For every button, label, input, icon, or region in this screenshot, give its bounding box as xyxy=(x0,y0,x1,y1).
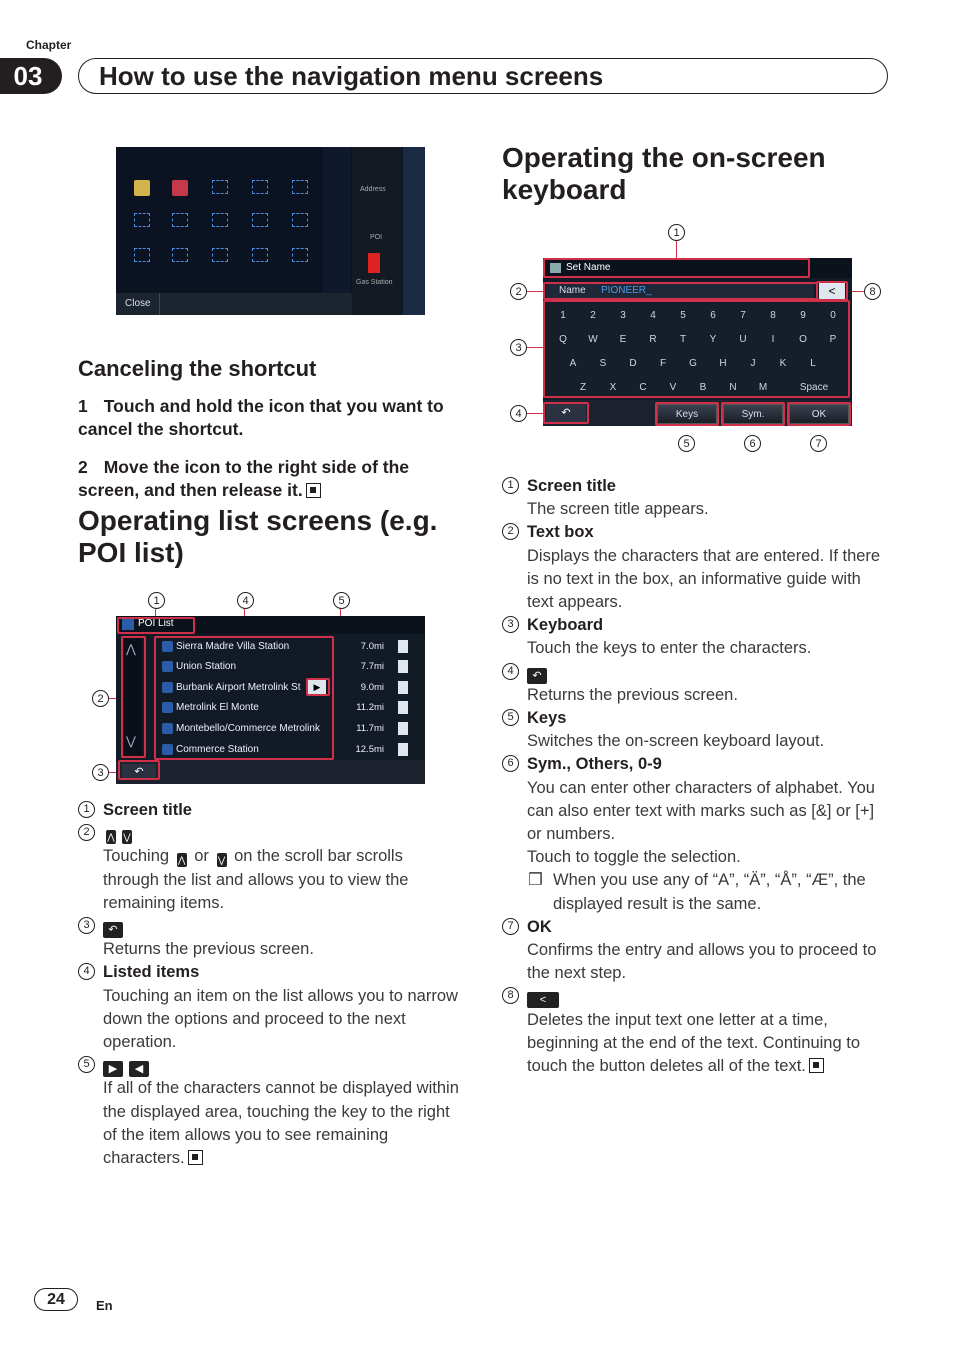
callout-box-sym xyxy=(721,402,785,426)
empty-slot xyxy=(212,213,228,227)
step-1-number: 1 xyxy=(78,396,88,416)
key-1[interactable]: 1 xyxy=(560,310,566,321)
step-2-number: 2 xyxy=(78,457,88,477)
empty-slot xyxy=(252,248,268,262)
callout-box-backspace xyxy=(816,281,848,301)
note-box-icon: ❒ xyxy=(528,871,543,890)
callout-4: 4 xyxy=(510,405,527,422)
callout-box-title xyxy=(117,617,195,634)
chapter-number: 03 xyxy=(0,58,62,94)
key-g[interactable]: G xyxy=(689,358,697,369)
gas-station-icon[interactable] xyxy=(368,253,380,273)
scroll-down-icon[interactable]: ⋁ xyxy=(126,734,136,748)
item-term: Sym., Others, 0-9 xyxy=(527,755,662,774)
item-term: Screen title xyxy=(527,477,616,495)
step-2 xyxy=(78,456,463,502)
backspace-icon[interactable]: < xyxy=(819,283,845,299)
back-arrow-icon[interactable]: ↶ xyxy=(122,764,156,780)
kb-item-7 xyxy=(502,916,887,986)
item-desc: Returns the previous screen. xyxy=(527,685,738,704)
item-desc: Touching an item on the list allows you to narrow down the options and proceed to the next operation. xyxy=(103,986,458,1052)
item-number: 7 xyxy=(502,918,519,935)
empty-slot xyxy=(292,213,308,227)
close-button[interactable]: Close xyxy=(116,293,160,315)
row-name: Montebello/Commerce Metrolink xyxy=(176,723,320,734)
item-desc xyxy=(527,1009,887,1079)
callout-2: 2 xyxy=(92,690,109,707)
kb-item-5 xyxy=(502,707,887,753)
key-e[interactable]: E xyxy=(619,334,627,345)
callout-1: 1 xyxy=(668,224,685,241)
info-icon[interactable] xyxy=(398,640,408,653)
item-desc: Touch the keys to enter the characters. xyxy=(527,639,812,658)
key-j[interactable]: J xyxy=(750,358,756,369)
item-term: Keys xyxy=(527,709,567,728)
item-number: 3 xyxy=(78,917,95,934)
note xyxy=(527,869,887,915)
key-p[interactable]: P xyxy=(829,334,837,345)
key-3[interactable]: 3 xyxy=(620,310,626,321)
empty-slot xyxy=(292,180,308,194)
key-h[interactable]: H xyxy=(719,358,727,369)
item-number: 4 xyxy=(78,963,95,980)
item-number: 2 xyxy=(502,523,519,540)
leader-line xyxy=(527,347,543,348)
key-r[interactable]: R xyxy=(649,334,657,345)
scroll-up-icon[interactable]: ⋀ xyxy=(126,642,136,656)
kb-item-8 xyxy=(502,985,887,1078)
item-desc-text: If all of the characters cannot be displayed within the displayed area, touching the key to the right of the item allows you to see remaining characters. xyxy=(103,1079,459,1168)
end-mark-icon xyxy=(809,1058,824,1073)
row-name: Burbank Airport Metrolink St xyxy=(176,682,301,693)
key-k[interactable]: K xyxy=(779,358,787,369)
key-m[interactable]: M xyxy=(758,382,768,393)
callout-6: 6 xyxy=(744,435,761,452)
item-term: Listed items xyxy=(103,963,200,982)
list-screens-heading: Operating list screens (e.g. POI list) xyxy=(78,505,438,568)
shortcut-icon-2 xyxy=(172,180,188,196)
item-number: 3 xyxy=(502,616,519,633)
empty-slot xyxy=(212,248,228,262)
key-5[interactable]: 5 xyxy=(680,310,686,321)
key-d[interactable]: D xyxy=(629,358,637,369)
item-desc: The screen title appears. xyxy=(527,500,709,519)
step-1-text: Touch and hold the icon that you want to cancel the shortcut. xyxy=(78,396,444,439)
key-q[interactable]: Q xyxy=(559,334,567,345)
back-arrow-icon: ↶ xyxy=(527,668,547,684)
row-name: Metrolink El Monte xyxy=(176,702,259,713)
item-number: 5 xyxy=(78,1056,95,1073)
canceling-heading: Canceling the shortcut xyxy=(78,356,317,381)
key-8[interactable]: 8 xyxy=(770,310,776,321)
poi-label[interactable]: POI xyxy=(370,234,383,241)
keyboard-heading: Operating the on-screen keyboard xyxy=(502,142,826,205)
chapter-label: Chapter xyxy=(26,38,72,52)
info-icon[interactable] xyxy=(398,722,408,735)
screen-title: POI List xyxy=(138,618,174,629)
kb-item-4 xyxy=(502,661,887,707)
empty-slot xyxy=(134,213,150,227)
callout-8: 8 xyxy=(864,283,881,300)
kb-item-6 xyxy=(502,753,887,915)
address-label[interactable]: Address xyxy=(360,186,386,193)
row-name: Sierra Madre Villa Station xyxy=(176,641,290,652)
row-name: Commerce Station xyxy=(176,744,259,755)
kb-item-1 xyxy=(502,475,887,521)
info-icon[interactable] xyxy=(398,743,408,756)
item-icons xyxy=(103,822,463,845)
key-b[interactable]: B xyxy=(699,382,707,393)
list-item-1 xyxy=(78,799,463,822)
callout-7: 7 xyxy=(810,435,827,452)
empty-slot xyxy=(172,213,188,227)
list-item-5 xyxy=(78,1054,463,1170)
key-n[interactable]: N xyxy=(729,382,737,393)
screen-title: Set Name xyxy=(566,262,611,273)
item-desc: Switches the on-screen keyboard layout. xyxy=(527,732,825,751)
page-number: 24 xyxy=(34,1288,78,1311)
left-arrow-icon: ◀ xyxy=(129,1061,149,1077)
key-z[interactable]: Z xyxy=(579,382,587,393)
keyboard-items xyxy=(502,475,887,1078)
key-u[interactable]: U xyxy=(739,334,747,345)
callout-3: 3 xyxy=(510,339,527,356)
language-label: En xyxy=(96,1298,113,1313)
info-icon[interactable] xyxy=(398,701,408,714)
backspace-icon: < xyxy=(527,992,559,1008)
row-distance: 9.0mi xyxy=(360,682,384,693)
key-c[interactable]: C xyxy=(639,382,647,393)
callout-1: 1 xyxy=(148,592,165,609)
item-number: 5 xyxy=(502,709,519,726)
keys-button[interactable]: Keys xyxy=(657,404,717,424)
bottom-bar xyxy=(116,760,425,784)
scroll-up-icon: ⋀ xyxy=(107,832,115,843)
callout-box-back xyxy=(118,760,160,780)
side-tab-bar[interactable] xyxy=(403,147,425,315)
item-term: Screen title xyxy=(103,801,192,819)
row-distance: 11.2mi xyxy=(356,702,384,713)
item-number: 1 xyxy=(502,477,519,494)
list-item-2 xyxy=(78,822,463,915)
item-desc: Confirms the entry and allows you to proceed to the next step. xyxy=(527,941,877,983)
item-number: 4 xyxy=(502,663,519,680)
key-4[interactable]: 4 xyxy=(650,310,656,321)
key-s[interactable]: S xyxy=(599,358,607,369)
key-6[interactable]: 6 xyxy=(710,310,716,321)
item-desc xyxy=(103,845,463,915)
key-7[interactable]: 7 xyxy=(740,310,746,321)
step-2-text: Move the icon to the right side of the screen, and then release it. xyxy=(78,457,410,500)
key-a[interactable]: A xyxy=(569,358,577,369)
callout-box-title xyxy=(543,258,810,278)
callout-box-arrow xyxy=(306,678,330,696)
item-desc-after: on the scroll bar scrolls through the list and allows you to view the remaining items. xyxy=(103,847,409,912)
item-number: 8 xyxy=(502,987,519,1004)
callout-box-scroll xyxy=(121,636,146,758)
step-1 xyxy=(78,395,463,441)
list-item-4 xyxy=(78,961,463,1054)
name-value: PIONEER_ xyxy=(601,285,652,296)
item-desc-before: Touching xyxy=(103,847,170,866)
item-number: 6 xyxy=(502,755,519,772)
item-desc-mid: or xyxy=(194,847,209,866)
kb-item-2 xyxy=(502,521,887,614)
name-label: Name xyxy=(559,285,586,296)
item-desc-2: Touch to toggle the selection. xyxy=(527,848,741,867)
key-w[interactable]: W xyxy=(588,334,598,345)
item-desc: Displays the characters that are entered. If there is no text in the box, an informative guide with text appears. xyxy=(527,546,881,612)
key-v[interactable]: V xyxy=(669,382,677,393)
empty-slot xyxy=(134,248,150,262)
item-desc: Returns the previous screen. xyxy=(103,940,314,959)
item-term: Keyboard xyxy=(527,616,604,635)
empty-slot xyxy=(252,180,268,194)
right-arrow-icon: ▶ xyxy=(103,1061,123,1077)
empty-slot xyxy=(172,248,188,262)
callout-box-back xyxy=(543,402,589,424)
end-mark-icon xyxy=(306,483,321,498)
scroll-down-icon: ⋁ xyxy=(123,832,131,843)
item-term: Text box xyxy=(527,523,594,542)
scroll-down-icon: ⋁ xyxy=(217,855,226,866)
callout-box-keyboard xyxy=(543,300,850,398)
callout-5: 5 xyxy=(333,592,350,609)
callout-box-ok xyxy=(787,402,851,426)
callout-3: 3 xyxy=(92,764,109,781)
gas-station-label[interactable]: Gas Station xyxy=(356,279,393,286)
list-item-3 xyxy=(78,915,463,961)
callout-5: 5 xyxy=(678,435,695,452)
leader-line xyxy=(527,291,543,292)
callout-2: 2 xyxy=(510,283,527,300)
kb-item-3 xyxy=(502,614,887,660)
row-distance: 7.7mi xyxy=(360,661,384,672)
key-2[interactable]: 2 xyxy=(590,310,596,321)
item-number: 1 xyxy=(78,801,95,818)
back-arrow-icon: ↶ xyxy=(103,922,123,938)
category-panel xyxy=(352,147,402,315)
row-distance: 11.7mi xyxy=(356,723,384,734)
shortcut-icon-1 xyxy=(134,180,150,196)
row-distance: 12.5mi xyxy=(355,744,384,755)
info-icon[interactable] xyxy=(398,660,408,673)
key-y[interactable]: Y xyxy=(709,334,717,345)
key-0[interactable]: 0 xyxy=(830,310,836,321)
info-icon[interactable] xyxy=(398,681,408,694)
item-desc: You can enter other characters of alphabet. You can also enter text with marks such as [&] or [+] or numbers. xyxy=(527,778,875,844)
empty-slot xyxy=(292,248,308,262)
key-i[interactable]: I xyxy=(771,334,775,345)
sym-button[interactable]: Sym. xyxy=(723,404,783,424)
callout-box-list xyxy=(154,636,334,760)
end-mark-icon xyxy=(188,1150,203,1165)
right-arrow-icon[interactable]: ▶ xyxy=(308,680,326,694)
leader-line xyxy=(676,241,677,259)
scroll-column[interactable] xyxy=(323,147,351,293)
note-text: When you use any of “A”, “Ä”, “Å”, “Æ”, the displayed result is the same. xyxy=(553,871,866,913)
list-screens-items xyxy=(78,799,463,1170)
item-number: 2 xyxy=(78,824,95,841)
back-arrow-icon[interactable]: ↶ xyxy=(546,404,586,422)
row-distance: 7.0mi xyxy=(360,641,384,652)
shortcut-screenshot xyxy=(116,147,425,315)
item-term: OK xyxy=(527,917,552,936)
key-t[interactable]: T xyxy=(679,334,687,345)
callout-4: 4 xyxy=(237,592,254,609)
item-desc xyxy=(103,1077,463,1170)
leader-line xyxy=(527,413,543,414)
item-desc-text: Deletes the input text one letter at a time, beginning at the end of the text. Continuing to touch the button deletes all of the text. xyxy=(527,1010,860,1076)
key-f[interactable]: F xyxy=(659,358,667,369)
empty-slot xyxy=(252,213,268,227)
callout-box-textbox xyxy=(543,282,818,300)
chapter-title: How to use the navigation menu screens xyxy=(78,58,888,94)
callout-box-keys xyxy=(655,402,719,426)
empty-slot xyxy=(212,180,228,194)
scroll-up-icon: ⋀ xyxy=(177,855,186,866)
key-l[interactable]: L xyxy=(810,358,816,369)
row-name: Union Station xyxy=(176,661,237,672)
space-key[interactable]: Space xyxy=(799,382,829,393)
key-9[interactable]: 9 xyxy=(800,310,806,321)
ok-button[interactable]: OK xyxy=(789,404,849,424)
key-o[interactable]: O xyxy=(799,334,807,345)
key-x[interactable]: X xyxy=(609,382,617,393)
